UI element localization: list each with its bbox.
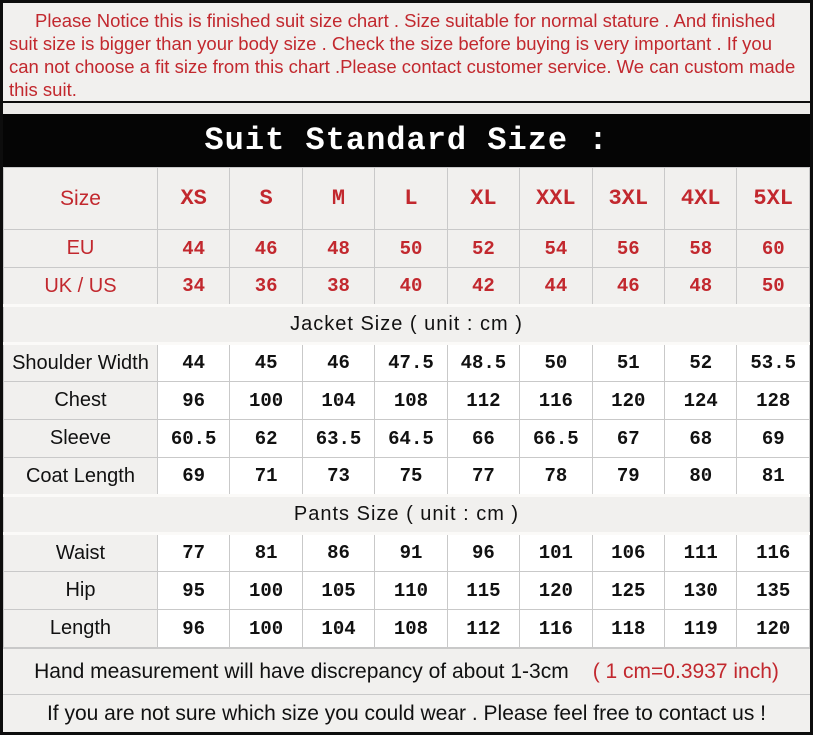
size-header-s: S xyxy=(230,168,302,230)
measurement-value-cell: 86 xyxy=(302,534,374,572)
row-label: Coat Length xyxy=(4,458,158,496)
size-value-cell: 44 xyxy=(520,268,592,306)
measurement-value-cell: 50 xyxy=(520,344,592,382)
measurement-row xyxy=(4,420,810,458)
measurement-value-cell: 128 xyxy=(737,382,810,420)
measurement-value-cell: 81 xyxy=(230,534,302,572)
measurement-value-cell: 116 xyxy=(737,534,810,572)
contact-note: If you are not sure which size you could wear . Please feel free to contact us ! xyxy=(3,694,810,732)
measurement-value-cell: 108 xyxy=(375,382,447,420)
section-header: Jacket Size ( unit : cm ) xyxy=(4,306,810,344)
size-value-cell: 42 xyxy=(447,268,519,306)
size-value-cell: 58 xyxy=(665,230,737,268)
row-label: Hip xyxy=(4,572,158,610)
measurement-value-cell: 96 xyxy=(157,610,229,648)
measurement-row xyxy=(4,344,810,382)
measurement-value-cell: 120 xyxy=(592,382,664,420)
row-label: Chest xyxy=(4,382,158,420)
measurement-value-cell: 48.5 xyxy=(447,344,519,382)
measurement-value-cell: 112 xyxy=(447,610,519,648)
size-value-cell: 54 xyxy=(520,230,592,268)
size-value-cell: 34 xyxy=(157,268,229,306)
size-header-row xyxy=(4,168,810,230)
size-column-header: Size xyxy=(4,168,158,230)
measurement-value-cell: 119 xyxy=(665,610,737,648)
size-header-4xl: 4XL xyxy=(665,168,737,230)
measurement-value-cell: 135 xyxy=(737,572,810,610)
row-label: Waist xyxy=(4,534,158,572)
measurement-value-cell: 95 xyxy=(157,572,229,610)
size-table xyxy=(3,167,810,648)
measurement-value-cell: 115 xyxy=(447,572,519,610)
row-label: Sleeve xyxy=(4,420,158,458)
notice-title-gap xyxy=(3,103,810,114)
measurement-value-cell: 100 xyxy=(230,572,302,610)
measurement-value-cell: 77 xyxy=(447,458,519,496)
size-value-cell: 52 xyxy=(447,230,519,268)
cm-inch-conversion-note: ( 1 cm=0.3937 inch) xyxy=(592,659,779,683)
measurement-value-cell: 79 xyxy=(592,458,664,496)
measurement-value-cell: 116 xyxy=(520,610,592,648)
measurement-value-cell: 106 xyxy=(592,534,664,572)
measurement-row xyxy=(4,458,810,496)
measurement-value-cell: 96 xyxy=(447,534,519,572)
measurement-value-cell: 47.5 xyxy=(375,344,447,382)
size-value-cell: 56 xyxy=(592,230,664,268)
measurement-value-cell: 81 xyxy=(737,458,810,496)
measurement-value-cell: 101 xyxy=(520,534,592,572)
size-header-xl: XL xyxy=(447,168,519,230)
measurement-value-cell: 108 xyxy=(375,610,447,648)
size-header-xs: XS xyxy=(157,168,229,230)
measurement-value-cell: 63.5 xyxy=(302,420,374,458)
size-conversion-row xyxy=(4,230,810,268)
row-label: Shoulder Width xyxy=(4,344,158,382)
measurement-value-cell: 69 xyxy=(737,420,810,458)
size-value-cell: 40 xyxy=(375,268,447,306)
measurement-value-cell: 91 xyxy=(375,534,447,572)
size-table-body xyxy=(4,168,810,648)
row-label: Length xyxy=(4,610,158,648)
measurement-row xyxy=(4,382,810,420)
measurement-row xyxy=(4,610,810,648)
measurement-value-cell: 73 xyxy=(302,458,374,496)
size-value-cell: 36 xyxy=(230,268,302,306)
measurement-value-cell: 105 xyxy=(302,572,374,610)
measurement-value-cell: 78 xyxy=(520,458,592,496)
measurement-value-cell: 46 xyxy=(302,344,374,382)
measurement-value-cell: 52 xyxy=(665,344,737,382)
size-value-cell: 48 xyxy=(302,230,374,268)
measurement-value-cell: 100 xyxy=(230,382,302,420)
measurement-value-cell: 53.5 xyxy=(737,344,810,382)
measurement-value-cell: 68 xyxy=(665,420,737,458)
measurement-value-cell: 116 xyxy=(520,382,592,420)
measurement-value-cell: 66 xyxy=(447,420,519,458)
size-header-5xl: 5XL xyxy=(737,168,810,230)
size-conversion-row xyxy=(4,268,810,306)
measurement-row xyxy=(4,572,810,610)
measurement-value-cell: 125 xyxy=(592,572,664,610)
size-value-cell: 46 xyxy=(230,230,302,268)
size-header-l: L xyxy=(375,168,447,230)
section-header-row xyxy=(4,306,810,344)
measurement-value-cell: 112 xyxy=(447,382,519,420)
measurement-value-cell: 120 xyxy=(520,572,592,610)
measurement-value-cell: 67 xyxy=(592,420,664,458)
size-header-xxl: XXL xyxy=(520,168,592,230)
measurement-value-cell: 69 xyxy=(157,458,229,496)
measurement-value-cell: 80 xyxy=(665,458,737,496)
measurement-value-cell: 120 xyxy=(737,610,810,648)
size-value-cell: 44 xyxy=(157,230,229,268)
notice-text: Please Notice this is finished suit size chart . Size suitable for normal stature . And finished suit size is bigger than your body size . Check the size before buying is very important . If you can not choose a fit size from this chart .Please contact customer service. We can custom made this suit. xyxy=(3,3,810,103)
section-header: Pants Size ( unit : cm ) xyxy=(4,496,810,534)
measurement-value-cell: 66.5 xyxy=(520,420,592,458)
title-bar xyxy=(3,114,810,167)
size-header-3xl: 3XL xyxy=(592,168,664,230)
measurement-value-cell: 130 xyxy=(665,572,737,610)
row-label: EU xyxy=(4,230,158,268)
measurement-value-cell: 104 xyxy=(302,610,374,648)
measurement-value-cell: 77 xyxy=(157,534,229,572)
measurement-value-cell: 124 xyxy=(665,382,737,420)
measurement-value-cell: 51 xyxy=(592,344,664,382)
measurement-value-cell: 110 xyxy=(375,572,447,610)
measurement-value-cell: 64.5 xyxy=(375,420,447,458)
measurement-note: Hand measurement will have discrepancy of about 1-3cm xyxy=(34,659,569,683)
measurement-value-cell: 118 xyxy=(592,610,664,648)
measurement-value-cell: 111 xyxy=(665,534,737,572)
size-value-cell: 60 xyxy=(737,230,810,268)
page-title: Suit Standard Size : xyxy=(204,122,609,159)
measurement-note-row xyxy=(3,648,810,694)
size-value-cell: 48 xyxy=(665,268,737,306)
measurement-value-cell: 96 xyxy=(157,382,229,420)
size-value-cell: 50 xyxy=(737,268,810,306)
measurement-value-cell: 71 xyxy=(230,458,302,496)
size-value-cell: 38 xyxy=(302,268,374,306)
size-value-cell: 46 xyxy=(592,268,664,306)
size-value-cell: 50 xyxy=(375,230,447,268)
measurement-value-cell: 60.5 xyxy=(157,420,229,458)
section-header-row xyxy=(4,496,810,534)
measurement-value-cell: 100 xyxy=(230,610,302,648)
row-label: UK / US xyxy=(4,268,158,306)
measurement-value-cell: 44 xyxy=(157,344,229,382)
measurement-value-cell: 62 xyxy=(230,420,302,458)
measurement-value-cell: 104 xyxy=(302,382,374,420)
measurement-value-cell: 45 xyxy=(230,344,302,382)
size-header-m: M xyxy=(302,168,374,230)
measurement-value-cell: 75 xyxy=(375,458,447,496)
measurement-row xyxy=(4,534,810,572)
